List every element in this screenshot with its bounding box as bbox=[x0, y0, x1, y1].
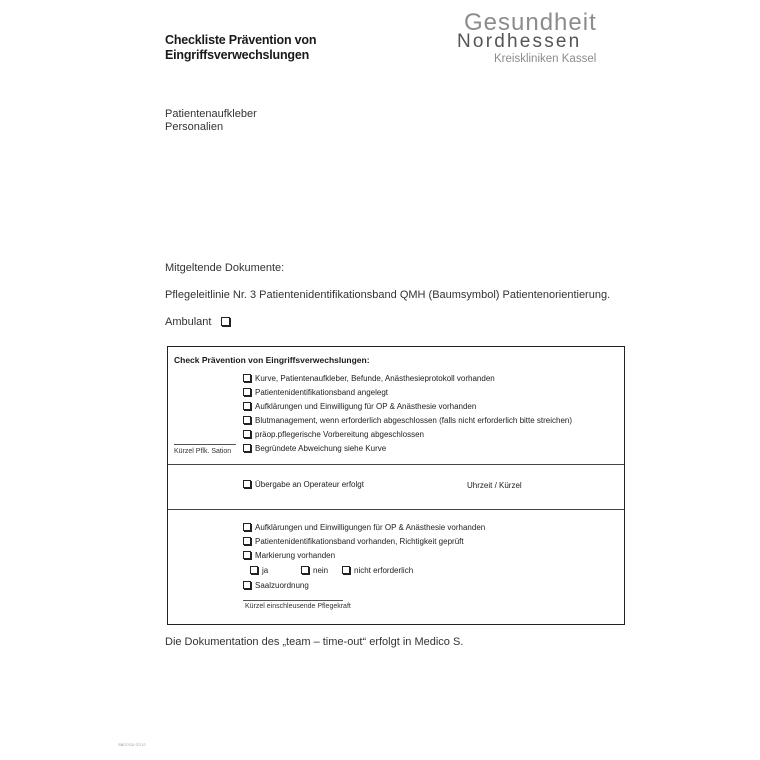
signature-line[interactable] bbox=[174, 444, 236, 445]
ambulant-checkbox[interactable] bbox=[221, 317, 230, 326]
check-item-aufklaerungen-op[interactable]: Aufklärungen und Einwilligungen für OP & Anästhesie vorhanden bbox=[243, 523, 485, 533]
checkbox[interactable] bbox=[243, 551, 251, 559]
checkbox[interactable] bbox=[243, 416, 251, 424]
logo-line-1: Gesundheit bbox=[464, 9, 597, 36]
signature-label-pflegekraft: Kürzel einschleusende Pflegekraft bbox=[245, 603, 351, 610]
checkbox[interactable] bbox=[243, 430, 251, 438]
checkbox[interactable] bbox=[243, 402, 251, 410]
check-item-kurve[interactable]: Kurve, Patientenaufkleber, Befunde, Anästhesieprotokoll vorhanden bbox=[243, 374, 495, 384]
checkbox[interactable] bbox=[243, 374, 251, 382]
check-item-idband[interactable]: Patientenidentifikationsband angelegt bbox=[243, 388, 388, 398]
checklist-heading: Check Prävention von Eingriffsverwechslungen: bbox=[174, 355, 370, 365]
page-title bbox=[165, 33, 316, 63]
checklist-box bbox=[167, 346, 625, 625]
checkbox[interactable] bbox=[243, 581, 251, 589]
patient-sticker-area bbox=[165, 108, 257, 134]
check-item-abweichung[interactable]: Begründete Abweichung siehe Kurve bbox=[243, 444, 386, 454]
title-line-2: Eingriffsverwechslungen bbox=[165, 48, 310, 62]
check-item-vorbereitung[interactable]: präop.pflegerische Vorbereitung abgeschlossen bbox=[243, 430, 424, 440]
check-item-blutmanagement[interactable]: Blutmanagement, wenn erforderlich abgeschlossen (falls nicht erforderlich bitte streichen) bbox=[243, 416, 572, 426]
personalien-label: Personalien bbox=[165, 121, 224, 133]
checkbox[interactable] bbox=[342, 566, 350, 574]
checkbox[interactable] bbox=[243, 444, 251, 452]
section-divider bbox=[168, 509, 624, 510]
documents-text: Pflegeleitlinie Nr. 3 Patientenidentifikationsband QMH (Baumsymbol) Patientenorientierung. bbox=[165, 289, 611, 301]
check-item-markierung[interactable]: Markierung vorhanden bbox=[243, 551, 335, 561]
documents-label: Mitgeltende Dokumente: bbox=[165, 262, 285, 274]
check-item-idband-geprueft[interactable]: Patientenidentifikationsband vorhanden, Richtigkeit geprüft bbox=[243, 537, 464, 547]
signature-line[interactable] bbox=[243, 600, 343, 601]
check-item-saalzuordnung[interactable]: Saalzuordnung bbox=[243, 581, 309, 591]
form-code: SB07/13/ 07/12 bbox=[118, 742, 146, 747]
ambulant-row bbox=[165, 316, 230, 328]
checkbox[interactable] bbox=[301, 566, 309, 574]
sticker-label: Patientenaufkleber bbox=[165, 108, 257, 120]
marking-option-nicht-erforderlich[interactable]: nicht erforderlich bbox=[342, 566, 413, 576]
title-line-1: Checkliste Prävention von bbox=[165, 33, 317, 47]
logo-line-3: Kreiskliniken Kassel bbox=[494, 53, 597, 65]
check-item-uebergabe[interactable]: Übergabe an Operateur erfolgt bbox=[243, 480, 364, 490]
checkbox[interactable] bbox=[243, 537, 251, 545]
section-divider bbox=[168, 464, 624, 465]
marking-option-nein[interactable]: nein bbox=[301, 566, 328, 576]
check-item-aufklaerung[interactable]: Aufklärungen und Einwilligung für OP & Anästhesie vorhanden bbox=[243, 402, 476, 412]
ambulant-label: Ambulant bbox=[165, 316, 212, 328]
logo-line-2: Nordhessen bbox=[457, 31, 582, 52]
checkbox[interactable] bbox=[243, 388, 251, 396]
footer-text: Die Dokumentation des „team – time-out“ erfolgt in Medico S. bbox=[165, 636, 464, 648]
marking-option-ja[interactable]: ja bbox=[250, 566, 268, 576]
time-label: Uhrzeit / Kürzel bbox=[467, 481, 522, 490]
checkbox[interactable] bbox=[250, 566, 258, 574]
checkbox[interactable] bbox=[243, 480, 251, 488]
signature-label-station: Kürzel Pflk. Sation bbox=[174, 448, 232, 455]
checkbox[interactable] bbox=[243, 523, 251, 531]
